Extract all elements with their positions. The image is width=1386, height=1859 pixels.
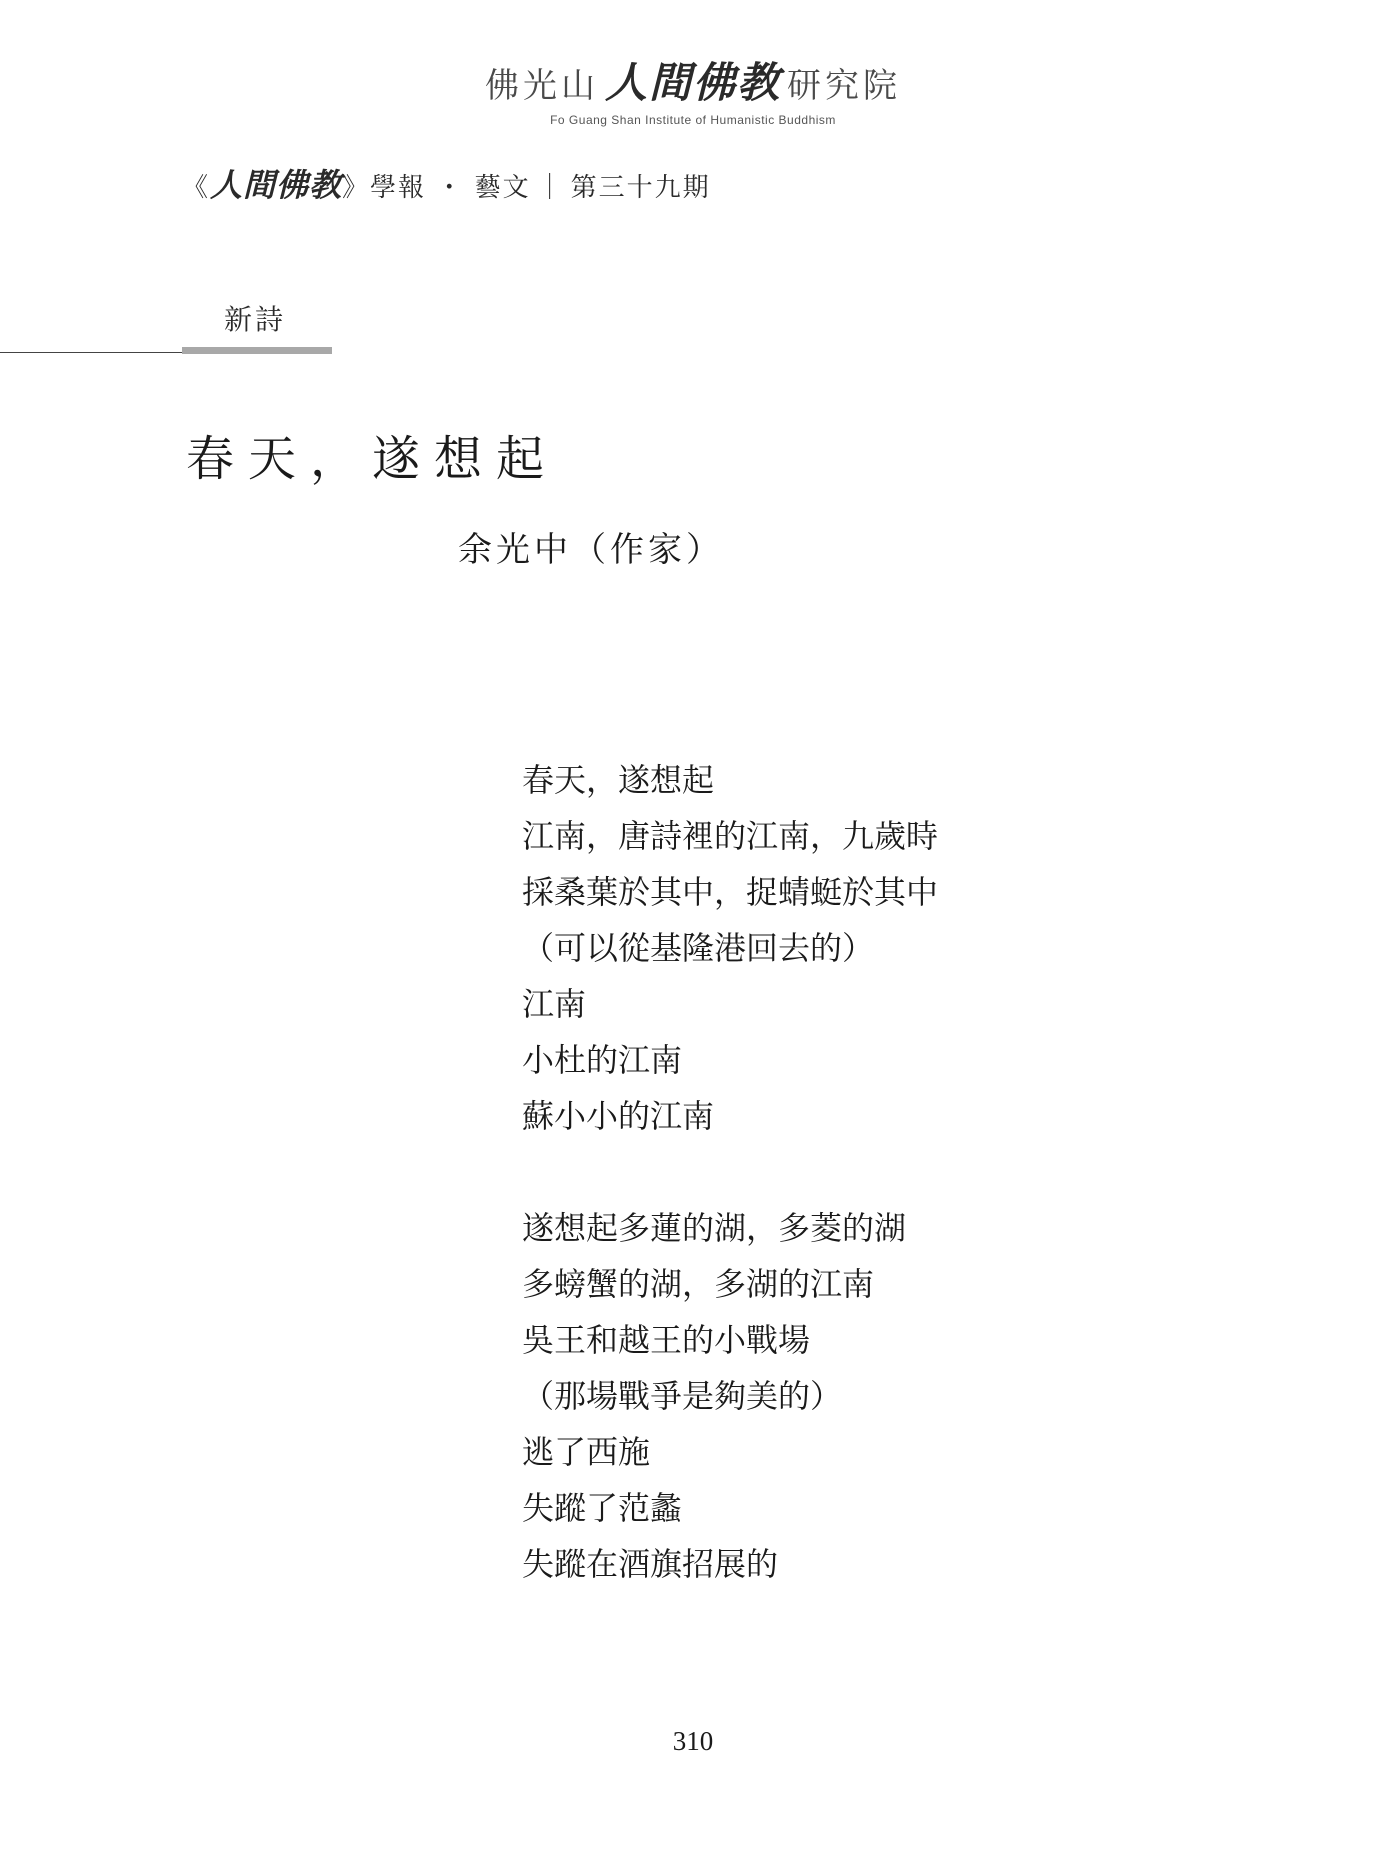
poem-line: 江南，唐詩裡的江南，九歲時 xyxy=(522,817,939,855)
poem-line: 江南 xyxy=(522,985,587,1023)
poem-body xyxy=(522,752,1122,1648)
journal-separator: ｜ xyxy=(536,173,565,203)
poem-line: 多螃蟹的湖，多湖的江南 xyxy=(522,1265,875,1303)
poem-line: 逃了西施 xyxy=(522,1433,651,1471)
poem-line: 春天，遂想起 xyxy=(522,761,715,799)
journal-issue: 第三十九期 xyxy=(570,173,711,203)
institute-name xyxy=(0,58,1386,111)
poem-author: 余光中（作家） xyxy=(458,530,724,570)
poem-stanza-1 xyxy=(522,752,1122,1144)
poem-line: 失蹤了范蠡 xyxy=(522,1489,683,1527)
journal-running-header xyxy=(182,160,711,206)
journal-open-bracket: 《 xyxy=(182,173,211,203)
poem-line: 蘇小小的江南 xyxy=(522,1097,715,1135)
poem-line: 失蹤在酒旗招展的 xyxy=(522,1545,779,1583)
section-divider-thin xyxy=(0,352,182,353)
journal-close-bracket: 》 xyxy=(342,173,371,203)
poem-line: （可以從基隆港回去的） xyxy=(522,929,875,967)
poem-line: 遂想起多蓮的湖，多菱的湖 xyxy=(522,1209,907,1247)
poem-title: 春天，遂想起 xyxy=(186,431,559,487)
poem-line: 小杜的江南 xyxy=(522,1041,683,1079)
page-number: 310 xyxy=(672,1726,714,1756)
institute-prefix: 佛光山 xyxy=(484,66,599,106)
section-divider-bar xyxy=(182,347,332,354)
poem-line: （那場戰爭是夠美的） xyxy=(522,1377,843,1415)
institute-english-name: Fo Guang Shan Institute of Humanistic Buddhism xyxy=(550,113,836,127)
poem-line: 吳王和越王的小戰場 xyxy=(522,1321,811,1359)
poem-stanza-2 xyxy=(522,1200,1122,1592)
institute-header xyxy=(0,58,1386,127)
poem-line: 採桑葉於其中，捉蜻蜓於其中 xyxy=(522,873,939,911)
journal-brand: 人間佛教 xyxy=(210,166,343,204)
institute-suffix: 研究院 xyxy=(787,66,901,106)
journal-name-rest: 學報 ・ 藝文 xyxy=(370,173,531,203)
institute-brand-logo: 人間佛教 xyxy=(604,58,781,107)
section-label: 新詩 xyxy=(224,303,287,336)
